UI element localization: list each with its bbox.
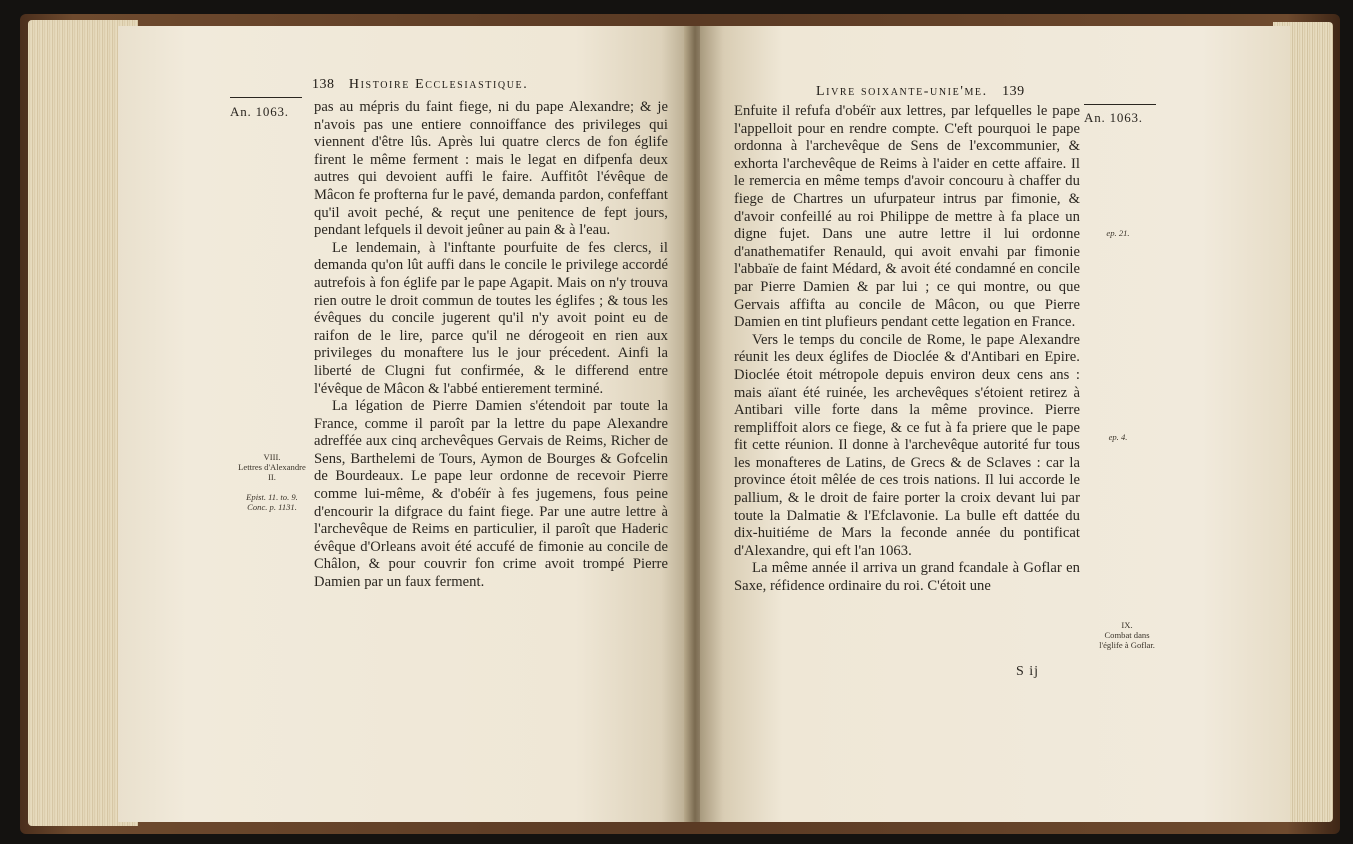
right-paragraph-1: Enfuite il refufa d'obéïr aux lettres, par lefquelles le pape l'appelloit pour en rendre compte. C'eft pourquoi le pape ordonna à l'archevêque de Sens de l'excommunier, & exhorta l'archevêque de Reims à l'aider en cette affaire. Il le remercia en même temps d'avoir concouru à chaffer du fiege de Chartres un ufurpateur intrus par fimonie, & d'avoir confeillé au roi Philippe de mettre à fa place un digne fujet. Dans une autre lettre il lui ordonne d'anathematifer Renauld, qui avoit envahi par fimonie l'abbaïe de faint Médard, & avoit été condamné en concile par Pierre Damien & par lui ; ce qui montre, ou que Gervais affifta au concile de Mâcon, ou que Pierre Damien en tint plufieurs pendant cette legation en France. xyxy=(734,103,1080,331)
right-margin-title-1: Combat dans xyxy=(1104,630,1150,640)
right-running-header xyxy=(816,84,1025,100)
left-page-number: 138 xyxy=(312,77,335,92)
left-paragraph-3: La légation de Pierre Damien s'étendoit par toute la France, comme il paroît par la lettre du pape Alexandre adreffée aux cinq archevêques Gervais de Reims, Richer de Sens, Barthelemi de Tours, Aymon de Bourges & Gofcelin de Bourdeaux. Le pape leur ordonne de recevoir Pierre comme lui-même, & d'obéïr à fes jugemens, fous peine d'encourir la difgrace du faint fiege. Par une autre lettre à l'archevêque de Reims en particulier, il paroît que Haderic évêque d'Orleans avoit été accufé de fimonie au concile de Châlon, & pour couvrir fon crime avoit trompé Pierre Damien par un faux ferment. xyxy=(314,398,668,591)
left-paragraph-1: pas au mépris du faint fiege, ni du pape Alexandre; & je n'avois pas une entiere connoiffance des privileges qui viennent d'être lûs. Après lui quatre clercs de fon églife firent le même ferment : mais le legat en difpenfa deux autres qui devoient auffi le faire. Auffitôt l'évêque de Mâcon fe profterna fur le pavé, demanda pardon, confeffant qu'il avoit peché, & reçut une penitence de fept jours, pendant lefquels il devoit jeûner au pain & à l'eau. xyxy=(314,99,668,239)
left-margin-year: An. 1063. xyxy=(230,104,289,119)
right-margin-section: IX. xyxy=(1121,620,1133,630)
left-margin-section: VIII. xyxy=(263,452,281,462)
left-margin-title: Lettres d'Alexandre II. xyxy=(238,462,306,482)
right-margin-ref-ep21 xyxy=(1088,228,1148,238)
right-margin-title-2: l'églife à Goflar. xyxy=(1099,640,1155,650)
left-margin-note xyxy=(234,452,310,512)
right-paragraph-2: Vers le temps du concile de Rome, le pape Alexandre réunit les deux églifes de Dioclée & d'Antibari en Epire. Dioclée étoit métropole depuis environ deux cens ans : mais aïant été ruinée, les archevêques s'étoient retirez à Antibari ville forte dans la même province. Pierre rempliffoit alors ce fiege, & ce fut à fa priere que le pape fit cette réunion. Il donne à l'archevêque autorité fur tous les monafteres de Latins, de Grecs & de Sclaves : car la province étoit mêlée de ces trois nations. Il lui accorde le pallium, & le droit de faire porter la croix devant lui par toute la Dalmatie & l'Efclavonie. La bulle eft dattée du dix-huitiéme de Mars la feconde année du pontificat d'Alexandre, qui eft l'an 1063. xyxy=(734,331,1080,559)
left-page-text xyxy=(314,99,668,592)
right-margin-ep1-text: ep. 21. xyxy=(1106,228,1130,238)
left-running-title: Histoire Ecclesiastique. xyxy=(348,77,529,92)
right-margin-ep2-text: ep. 4. xyxy=(1108,432,1128,442)
right-margin-year: An. 1063. xyxy=(1084,110,1143,125)
right-paragraph-3: La même année il arriva un grand fcandale à Goflar en Saxe, réfidence ordinaire du roi. C'étoit une xyxy=(734,560,1080,595)
right-margin-ref-ep4 xyxy=(1088,432,1148,442)
right-running-title: Livre soixante-unie'me. xyxy=(816,84,988,99)
left-margin-ref-2: Conc. p. 1131. xyxy=(247,502,297,512)
right-margin-note xyxy=(1086,620,1168,650)
right-page-text xyxy=(734,103,1080,596)
left-paragraph-2: Le lendemain, à l'inftante pourfuite de fes clercs, il demanda qu'on lût auffi dans le concile le privilege accordé autrefois à fon églife par le pape Agapit. Mais on n'y trouva rien outre le droit commun de toutes les églifes ; & tous les évêques du concile jugerent qu'il n'y avoit point eu de raifon de le lire, parce qu'il ne dérogeoit en rien aux privileges du monaftere lus le jour précedent. Ainfi la liberté de Clugni fut confirmée, & le differend entre l'évêque de Mâcon & l'abbé entierement terminé. xyxy=(314,239,668,397)
left-year-rule xyxy=(230,97,302,98)
signature-mark: S ij xyxy=(1016,664,1040,679)
left-running-header xyxy=(312,77,528,93)
right-year-rule xyxy=(1084,104,1156,105)
left-margin-ref-1: Epist. 11. to. 9. xyxy=(246,492,298,502)
right-page-number: 139 xyxy=(1002,84,1025,99)
